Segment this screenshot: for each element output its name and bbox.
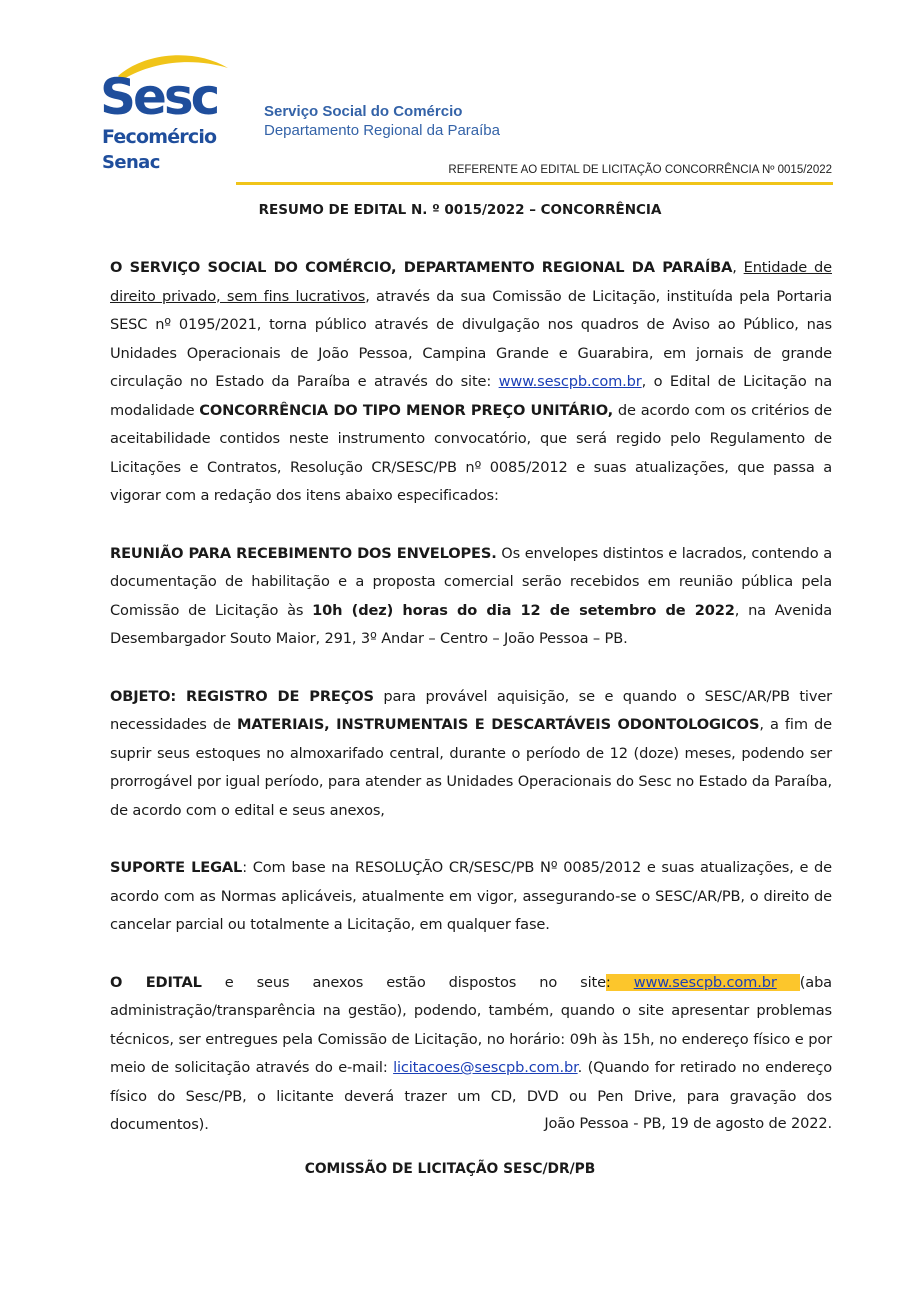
highlighted-site: : www.sescpb.com.br — [606, 974, 800, 991]
paragraph-legal-support: SUPORTE LEGAL: Com base na RESOLUÇÃO CR/SESC/PB Nº 0085/2012 e suas atualizações, e de acordo com as Normas aplicáveis, atualmente em vigor, assegurando-se o SESC/AR/PB, o direito de cancelar parcial ou totalmente a Licitação, em qualquer fase. — [110, 859, 832, 933]
sesc-logo-text: Sesc — [100, 68, 218, 126]
site-link[interactable]: www.sescpb.com.br — [498, 373, 642, 390]
header-reference: REFERENTE AO EDITAL DE LICITAÇÃO CONCORRÊNCIA Nº 0015/2022 — [448, 164, 832, 176]
paragraph-edital: O EDITAL e seus anexos estão dispostos no site: www.sescpb.com.br (aba administração/transparência na gestão), podendo, também, quando o site apresentar problemas técnicos, ser entregues pela Comissão de Licitação, no horário: 09h às 15h, no endereço físico e por meio de solicitação através do e-mail: licitacoes@sescpb.com.br. (Quando for retirado no endereço físico do Sesc/PB, o licitante deverá trazer um CD, DVD ou Pen Drive, para gravação dos documentos). — [110, 973, 832, 1133]
document-body — [110, 254, 832, 1140]
document-title: RESUMO DE EDITAL N. º 0015/2022 – CONCORRÊNCIA — [258, 202, 662, 218]
paragraph-object: OBJETO: REGISTRO DE PREÇOS para provável aquisição, se e quando o SESC/AR/PB tiver necessidades de MATERIAIS, INSTRUMENTAIS E DESCARTÁVEIS ODONTOLOGICOS, a fim de suprir seus estoques no almoxarifado central, durante o período de 12 (doze) meses, podendo ser prorrogável por igual período, para atender as Unidades Operacionais do Sesc no Estado da Paraíba, de acordo com o edital e seus anexos, — [110, 687, 832, 819]
paragraph-intro: O SERVIÇO SOCIAL DO COMÉRCIO, DEPARTAMENTO REGIONAL DA PARAÍBA, Entidade de direito privado, sem fins lucrativos, através da sua Comissão de Licitação, instituída pela Portaria SESC nº 0195/2021, torna público através de divulgação nos quadros de Aviso ao Público, nas Unidades Operacionais de João Pessoa, Campina Grande e Guarabira, em jornais de grande circulação no Estado da Paraíba e através do site: www.sescpb.com.br, o Edital de Licitação na modalidade CONCORRÊNCIA DO TIPO MENOR PREÇO UNITÁRIO, de acordo com os critérios de aceitabilidade contidos neste instrumento convocatório, que será regido pelo Regulamento de Licitações e Contratos, Resolução CR/SESC/PB nº 0085/2012 e suas atualizações, que passa a vigorar com a redação dos itens abaixo especificados: — [110, 259, 832, 504]
fecomercio-logo-text: Fecomércio — [102, 126, 217, 148]
org-name: Serviço Social do Comércio — [264, 103, 463, 120]
edital-site-link[interactable]: www.sescpb.com.br — [633, 973, 777, 991]
sesc-logo — [100, 50, 240, 180]
header-divider — [236, 182, 833, 185]
sesc-wordmark — [100, 50, 240, 126]
email-link[interactable]: licitacoes@sescpb.com.br — [393, 1059, 578, 1076]
date-line: João Pessoa - PB, 19 de agosto de 2022. — [544, 1115, 832, 1132]
signature-committee: COMISSÃO DE LICITAÇÃO SESC/DR/PB — [304, 1161, 596, 1177]
senac-logo-text: Senac — [102, 152, 160, 173]
paragraph-meeting: REUNIÃO PARA RECEBIMENTO DOS ENVELOPES. Os envelopes distintos e lacrados, contendo a documentação de habilitação e a proposta comercial serão recebidos em reunião pública pela Comissão de Licitação às 10h (dez) horas do dia 12 de setembro de 2022, na Avenida Desembargador Souto Maior, 291, 3º Andar – Centro – João Pessoa – PB. — [110, 544, 832, 647]
org-department: Departamento Regional da Paraíba — [264, 122, 500, 139]
